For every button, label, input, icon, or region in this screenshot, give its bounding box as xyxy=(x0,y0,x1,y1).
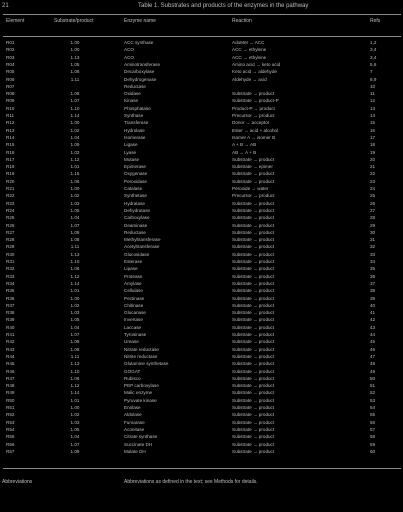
table-cell: 31 xyxy=(370,237,376,243)
table-cell: R44 xyxy=(6,353,15,359)
table-cell: 40 xyxy=(370,302,376,308)
table-cell: 53 xyxy=(370,397,376,403)
table-cell: 1.05 xyxy=(70,317,80,323)
table-cell: 16 xyxy=(370,127,376,133)
table-cell: 1.12 xyxy=(70,273,80,279)
table-cell: Substrate → product xyxy=(232,156,275,162)
table-cell: 54 xyxy=(370,405,376,410)
table-cell: Decarboxylase xyxy=(124,69,155,75)
table-cell: Substrate → product xyxy=(232,207,275,213)
table-cell: R45 xyxy=(6,361,15,367)
table-cell: Phosphatase xyxy=(124,105,151,111)
table-cell: R46 xyxy=(6,368,15,374)
table-cell: R52 xyxy=(6,412,15,418)
table-cell: Methyltransferase xyxy=(124,237,161,243)
table-cell: A + B → AB xyxy=(232,142,257,148)
table-cell: Synthase xyxy=(124,113,144,118)
table-cell: 1.09 xyxy=(70,448,80,454)
table-cell: R26 xyxy=(6,222,15,228)
table-cell: Pectinase xyxy=(124,295,145,301)
table-cell: R05 xyxy=(6,69,15,75)
table-cell: 50 xyxy=(370,375,376,381)
table-cell: Mutase xyxy=(124,156,140,162)
table-cell: R40 xyxy=(6,324,15,330)
table-cell: Substrate → product xyxy=(232,441,275,447)
table-cell: 5,6 xyxy=(370,61,377,67)
table-cell: 21 xyxy=(370,164,376,170)
table-cell: 1.13 xyxy=(70,361,80,367)
table-cell: R57 xyxy=(6,448,15,454)
table-cell: 20 xyxy=(370,156,376,162)
table-cell: R29 xyxy=(6,244,15,250)
table-cell: Ester → acid + alcohol xyxy=(232,127,279,133)
table-cell: R49 xyxy=(6,390,15,396)
table-cell: Aldehyde → acid xyxy=(232,76,267,82)
table-cell: 1.07 xyxy=(70,222,80,228)
table-cell: Hydratase xyxy=(124,200,145,206)
table-cell: Cellulase xyxy=(124,288,143,294)
table-cell: 1.13 xyxy=(70,251,80,257)
table-cell: Hydrolase xyxy=(124,127,145,133)
table-cell: Substrate → product xyxy=(232,178,275,184)
table-cell: Substrate → product xyxy=(232,259,275,264)
table-cell: Ligase xyxy=(124,142,138,148)
table-cell: 1.12 xyxy=(70,383,80,389)
table-cell: Succinate DH xyxy=(124,441,153,447)
table-cell: 58 xyxy=(370,434,376,440)
table-cell: 1.01 xyxy=(70,288,80,294)
table-cell: Substrate → product xyxy=(232,361,275,367)
table-cell: Nitrite reductase xyxy=(124,353,158,359)
table-cell: Precursor → product xyxy=(232,113,275,118)
table-cell: Lipase xyxy=(124,266,138,272)
table-cell: Lyase xyxy=(124,149,137,155)
table-cell: 13 xyxy=(370,105,376,111)
table-cell: Catalase xyxy=(124,186,143,191)
table-cell: Substrate → product xyxy=(232,405,275,410)
table-cell: Deaminase xyxy=(124,222,148,228)
table-cell: Isomer A → isomer B xyxy=(232,134,276,140)
table-cell: 27 xyxy=(370,207,376,213)
table-cell: R41 xyxy=(6,332,15,337)
table-cell: Citrate synthase xyxy=(124,434,158,440)
table-cell: 57 xyxy=(370,426,376,432)
table-cell: Oxygenase xyxy=(124,171,148,177)
table-cell: Substrate → product xyxy=(232,310,275,316)
table-cell: 33 xyxy=(370,251,376,257)
table-cell: Substrate → product xyxy=(232,229,275,235)
table-cell: Dehydrogenase xyxy=(124,76,157,82)
table-cell: 52 xyxy=(370,390,376,396)
table-caption: Table 1. Substrates and products of the enzymes in the pathway xyxy=(138,3,309,9)
table-cell: R02 xyxy=(6,47,15,53)
table-cell: R51 xyxy=(6,405,15,410)
table-cell: R31 xyxy=(6,259,15,264)
table-cell: Product-P → product xyxy=(232,105,275,111)
table-cell: 45 xyxy=(370,339,376,345)
table-cell: R27 xyxy=(6,229,15,235)
table-cell: Laccase xyxy=(124,324,142,330)
table-cell: PEP carboxylase xyxy=(124,383,159,389)
table-cell: R09 xyxy=(6,98,15,104)
table-cell: Substrate → product xyxy=(232,412,275,418)
table-cell: Substrate → product xyxy=(232,390,275,396)
table-cell: Substrate → product xyxy=(232,273,275,279)
table-cell: 3,4 xyxy=(370,47,377,53)
table-cell: Carboxylase xyxy=(124,215,150,221)
table-cell: R39 xyxy=(6,317,15,323)
table-cell: Synthetase xyxy=(124,193,147,199)
table-cell: 1.01 xyxy=(70,164,80,170)
table-cell: 1.12 xyxy=(70,156,80,162)
table-cell: 1.00 xyxy=(70,40,80,45)
table-cell: Substrate → product xyxy=(232,317,275,323)
table-cell: ACO xyxy=(124,47,134,53)
table-cell: R13 xyxy=(6,127,15,133)
table-cell: Substrate → product xyxy=(232,171,275,177)
table-cell: 22 xyxy=(370,171,376,177)
table-cell: R14 xyxy=(6,134,15,140)
table-cell: 34 xyxy=(370,259,376,264)
table-cell: Peroxide → water xyxy=(232,186,269,191)
table-cell: Substrate → product xyxy=(232,237,275,243)
table-cell: ACC → ethylene xyxy=(232,47,267,53)
header-enzyme: Enzyme name xyxy=(124,18,156,24)
table-cell: 7 xyxy=(370,69,373,75)
table-cell: 17 xyxy=(370,134,376,140)
table-cell: Donor → acceptor xyxy=(232,120,270,126)
table-cell: Chitinase xyxy=(124,302,144,308)
table-cell: 41 xyxy=(370,310,376,316)
table-cell: 1.14 xyxy=(70,113,80,118)
table-cell: 1.07 xyxy=(70,98,80,104)
table-cell: Aminotransferase xyxy=(124,61,161,67)
table-cell: 36 xyxy=(370,273,376,279)
bottom-rule xyxy=(3,468,401,469)
table-cell: Oxidase xyxy=(124,91,141,97)
header-element: Element xyxy=(6,18,25,24)
table-cell: 42 xyxy=(370,317,376,323)
table-cell: 1.03 xyxy=(70,200,80,206)
table-cell: Substrate → product xyxy=(232,200,275,206)
table-cell: Fumarase xyxy=(124,419,145,425)
table-cell: ACC → ethylene xyxy=(232,54,267,60)
table-cell: Substrate → product xyxy=(232,375,275,381)
table-cell: R48 xyxy=(6,383,15,389)
table-cell: Aconitase xyxy=(124,426,145,432)
table-cell: 55 xyxy=(370,412,376,418)
table-cell: 59 xyxy=(370,441,376,447)
table-cell: 1.08 xyxy=(70,91,80,97)
table-cell: Substrate → product xyxy=(232,222,275,228)
table-cell: R43 xyxy=(6,346,15,352)
table-cell: 1.11 xyxy=(70,353,80,359)
table-cell: Substrate → product xyxy=(232,215,275,221)
table-cell: 1.07 xyxy=(70,332,80,337)
table-cell: Acetyltransferase xyxy=(124,244,160,250)
table-cell: Dehydratase xyxy=(124,207,151,213)
table-cell: 12 xyxy=(370,98,376,104)
table-cell: 1.10 xyxy=(70,259,80,264)
table-cell: R17 xyxy=(6,156,15,162)
table-cell: Substrate → product xyxy=(232,397,275,403)
table-cell: R03 xyxy=(6,54,15,60)
table-cell: Pyruvate kinase xyxy=(124,397,157,403)
table-cell: 1.09 xyxy=(70,229,80,235)
table-cell: 15 xyxy=(370,120,376,126)
table-cell: Substrate → product xyxy=(232,419,275,425)
table-cell: R55 xyxy=(6,434,15,440)
table-cell: AdoMet → ACC xyxy=(232,40,265,45)
table-cell: Nitrate reductase xyxy=(124,346,159,352)
table-cell: Substrate → product xyxy=(232,324,275,330)
table-cell: 1.00 xyxy=(70,120,80,126)
table-cell: 1.04 xyxy=(70,324,80,330)
table-cell: R18 xyxy=(6,164,15,170)
table-cell: 10 xyxy=(370,83,376,89)
table-cell: Substrate → product xyxy=(232,91,275,97)
table-cell: Tyrosinase xyxy=(124,332,147,337)
table-cell: R20 xyxy=(6,178,15,184)
table-cell: 1.09 xyxy=(70,339,80,345)
table-cell: 1.10 xyxy=(70,368,80,374)
table-cell: 1.08 xyxy=(70,237,80,243)
table-cell: 25 xyxy=(370,193,376,199)
table-cell: R28 xyxy=(6,237,15,243)
table-cell: R37 xyxy=(6,302,15,308)
table-cell: 48 xyxy=(370,361,376,367)
table-cell: Substrate → product xyxy=(232,353,275,359)
table-cell: Substrate → product xyxy=(232,288,275,294)
table-cell: Transferase xyxy=(124,120,149,126)
table-cell: R15 xyxy=(6,142,15,148)
table-cell: 23 xyxy=(370,178,376,184)
table-cell: Substrate → product xyxy=(232,368,275,374)
table-cell: 1.09 xyxy=(70,142,80,148)
table-cell: 1.00 xyxy=(70,295,80,301)
table-cell: Reductase xyxy=(124,229,146,235)
table-cell: 39 xyxy=(370,295,376,301)
table-cell: R07 xyxy=(6,83,15,89)
table-cell: R16 xyxy=(6,149,15,155)
page-number: 21 xyxy=(2,3,9,9)
table-cell: Substrate → product xyxy=(232,244,275,250)
table-cell: Malic enzyme xyxy=(124,390,153,396)
table-cell: Amino acid → keto acid xyxy=(232,61,281,67)
table-cell: R21 xyxy=(6,186,15,191)
table-cell: R24 xyxy=(6,207,15,213)
table-cell: R38 xyxy=(6,310,15,316)
table-cell: 1.02 xyxy=(70,127,80,133)
table-cell: 30 xyxy=(370,229,376,235)
table-cell: R47 xyxy=(6,375,15,381)
table-cell: 1.03 xyxy=(70,310,80,316)
table-cell: R23 xyxy=(6,200,15,206)
table-cell: R36 xyxy=(6,295,15,301)
table-cell: 1.01 xyxy=(70,397,80,403)
table-cell: 18 xyxy=(370,142,376,148)
table-cell: 3,4 xyxy=(370,54,377,60)
table-cell: Reductase xyxy=(124,83,146,89)
table-cell: 1.05 xyxy=(70,207,80,213)
table-cell: 1.14 xyxy=(70,280,80,286)
table-cell: 1.02 xyxy=(70,193,80,199)
table-cell: 49 xyxy=(370,368,376,374)
table-cell: R12 xyxy=(6,120,15,126)
table-cell: R50 xyxy=(6,397,15,403)
table-cell: 37 xyxy=(370,280,376,286)
table-cell: 1.04 xyxy=(70,134,80,140)
table-cell: R30 xyxy=(6,251,15,257)
table-cell: 14 xyxy=(370,113,376,118)
table-cell: 26 xyxy=(370,200,376,206)
table-cell: R53 xyxy=(6,419,15,425)
table-cell: Glutamine synthetase xyxy=(124,361,169,367)
table-cell: Rubisco xyxy=(124,375,141,381)
table-cell: R34 xyxy=(6,280,15,286)
table-cell: R35 xyxy=(6,288,15,294)
table-cell: R01 xyxy=(6,40,15,45)
table-cell: 28 xyxy=(370,215,376,221)
table-cell: 47 xyxy=(370,353,376,359)
table-cell: Substrate → product xyxy=(232,339,275,345)
table-cell: Substrate → product xyxy=(232,426,275,432)
table-cell: 1.04 xyxy=(70,434,80,440)
table-cell: Isomerase xyxy=(124,134,146,140)
table-cell: Protease xyxy=(124,273,143,279)
footer-note: Abbreviations as defined in the text; see Methods for details. xyxy=(124,479,258,485)
table-cell: AB → A + B xyxy=(232,149,257,155)
table-cell: 1.00 xyxy=(70,47,80,53)
table-cell: 19 xyxy=(370,149,376,155)
table-cell: 1.03 xyxy=(70,149,80,155)
table-cell: 1.07 xyxy=(70,441,80,447)
table-cell: Precursor → product xyxy=(232,193,275,199)
table-cell: 32 xyxy=(370,244,376,250)
header-rule xyxy=(3,36,401,37)
table-cell: 60 xyxy=(370,448,376,454)
table-cell: 24 xyxy=(370,186,376,191)
table-cell: Enolase xyxy=(124,405,141,410)
table-cell: 43 xyxy=(370,324,376,330)
table-cell: GOGAT xyxy=(124,368,141,374)
table-cell: Substrate → product xyxy=(232,434,275,440)
table-cell: 1.02 xyxy=(70,302,80,308)
table-cell: 44 xyxy=(370,332,376,337)
table-cell: R54 xyxy=(6,426,15,432)
table-cell: 1.15 xyxy=(70,171,80,177)
table-cell: Substrate → product xyxy=(232,295,275,301)
table-cell: 1.06 xyxy=(70,266,80,272)
table-cell: 46 xyxy=(370,346,376,352)
table-cell: Substrate → product-P xyxy=(232,98,279,104)
table-cell: Substrate → product xyxy=(232,280,275,286)
table-cell: Substrate → product xyxy=(232,383,275,389)
table-cell: Aldolase xyxy=(124,412,142,418)
table-cell: 1.00 xyxy=(70,186,80,191)
table-cell: 1.11 xyxy=(70,244,80,250)
header-reaction: Reaction xyxy=(232,18,252,24)
table-cell: 1.10 xyxy=(70,105,80,111)
table-cell: Keto acid → aldehyde xyxy=(232,69,277,75)
table-cell: R42 xyxy=(6,339,15,345)
table-cell: Substrate → product xyxy=(232,346,275,352)
table-cell: Glucosidase xyxy=(124,251,150,257)
table-cell: 1.08 xyxy=(70,346,80,352)
table-cell: Amylase xyxy=(124,280,142,286)
table-cell: ACC synthase xyxy=(124,40,154,45)
table-cell: Esterase xyxy=(124,259,143,264)
header-refs: Refs xyxy=(370,18,381,24)
table-cell: R08 xyxy=(6,91,15,97)
table-cell: Epimerase xyxy=(124,164,146,170)
table-cell: R04 xyxy=(6,61,15,67)
table-cell: R56 xyxy=(6,441,15,447)
table-cell: Kinase xyxy=(124,98,139,104)
table-cell: Invertase xyxy=(124,317,143,323)
table-cell: 51 xyxy=(370,383,376,389)
table-cell: 1.00 xyxy=(70,405,80,410)
table-cell: R19 xyxy=(6,171,15,177)
table-cell: Substrate → product xyxy=(232,251,275,257)
table-cell: 29 xyxy=(370,222,376,228)
table-cell: Substrate → product xyxy=(232,266,275,272)
table-cell: 1.06 xyxy=(70,69,80,75)
table-cell: Substrate → product xyxy=(232,302,275,308)
table-cell: R25 xyxy=(6,215,15,221)
table-cell: 1.06 xyxy=(70,178,80,184)
table-cell: ACO xyxy=(124,54,134,60)
footer-left: Abbreviations xyxy=(2,479,33,485)
table-cell: Urease xyxy=(124,339,139,345)
table-cell: 1.05 xyxy=(70,426,80,432)
table-cell: 38 xyxy=(370,288,376,294)
table-cell: 11 xyxy=(370,91,375,97)
table-cell: 56 xyxy=(370,419,376,425)
table-cell: Substrate → product xyxy=(232,448,275,454)
table-cell: 1.05 xyxy=(70,61,80,67)
table-cell: Glucanase xyxy=(124,310,146,316)
table-cell: R33 xyxy=(6,273,15,279)
header-substrate: Substrate/product xyxy=(54,18,94,24)
table-cell: Peroxidase xyxy=(124,178,147,184)
table-cell: 1,2 xyxy=(370,40,377,45)
table-cell: 1.06 xyxy=(70,375,80,381)
table-cell: R06 xyxy=(6,76,15,82)
table-cell: 1.14 xyxy=(70,390,80,396)
table-cell: 8,9 xyxy=(370,76,377,82)
table-cell: R22 xyxy=(6,193,15,199)
table-cell: Substrate → epimer xyxy=(232,164,273,170)
table-cell: Malate DH xyxy=(124,448,146,454)
table-cell: Substrate → product xyxy=(232,332,275,337)
table-cell: 35 xyxy=(370,266,376,272)
table-cell: R11 xyxy=(6,113,15,118)
table-cell: 1.03 xyxy=(70,419,80,425)
top-rule xyxy=(3,14,401,15)
table-cell: R10 xyxy=(6,105,15,111)
table-cell: 1.13 xyxy=(70,54,80,60)
table-cell: R32 xyxy=(6,266,15,272)
table-cell: 1.04 xyxy=(70,215,80,221)
table-cell: 1.11 xyxy=(70,76,80,82)
table-cell: 1.02 xyxy=(70,412,80,418)
